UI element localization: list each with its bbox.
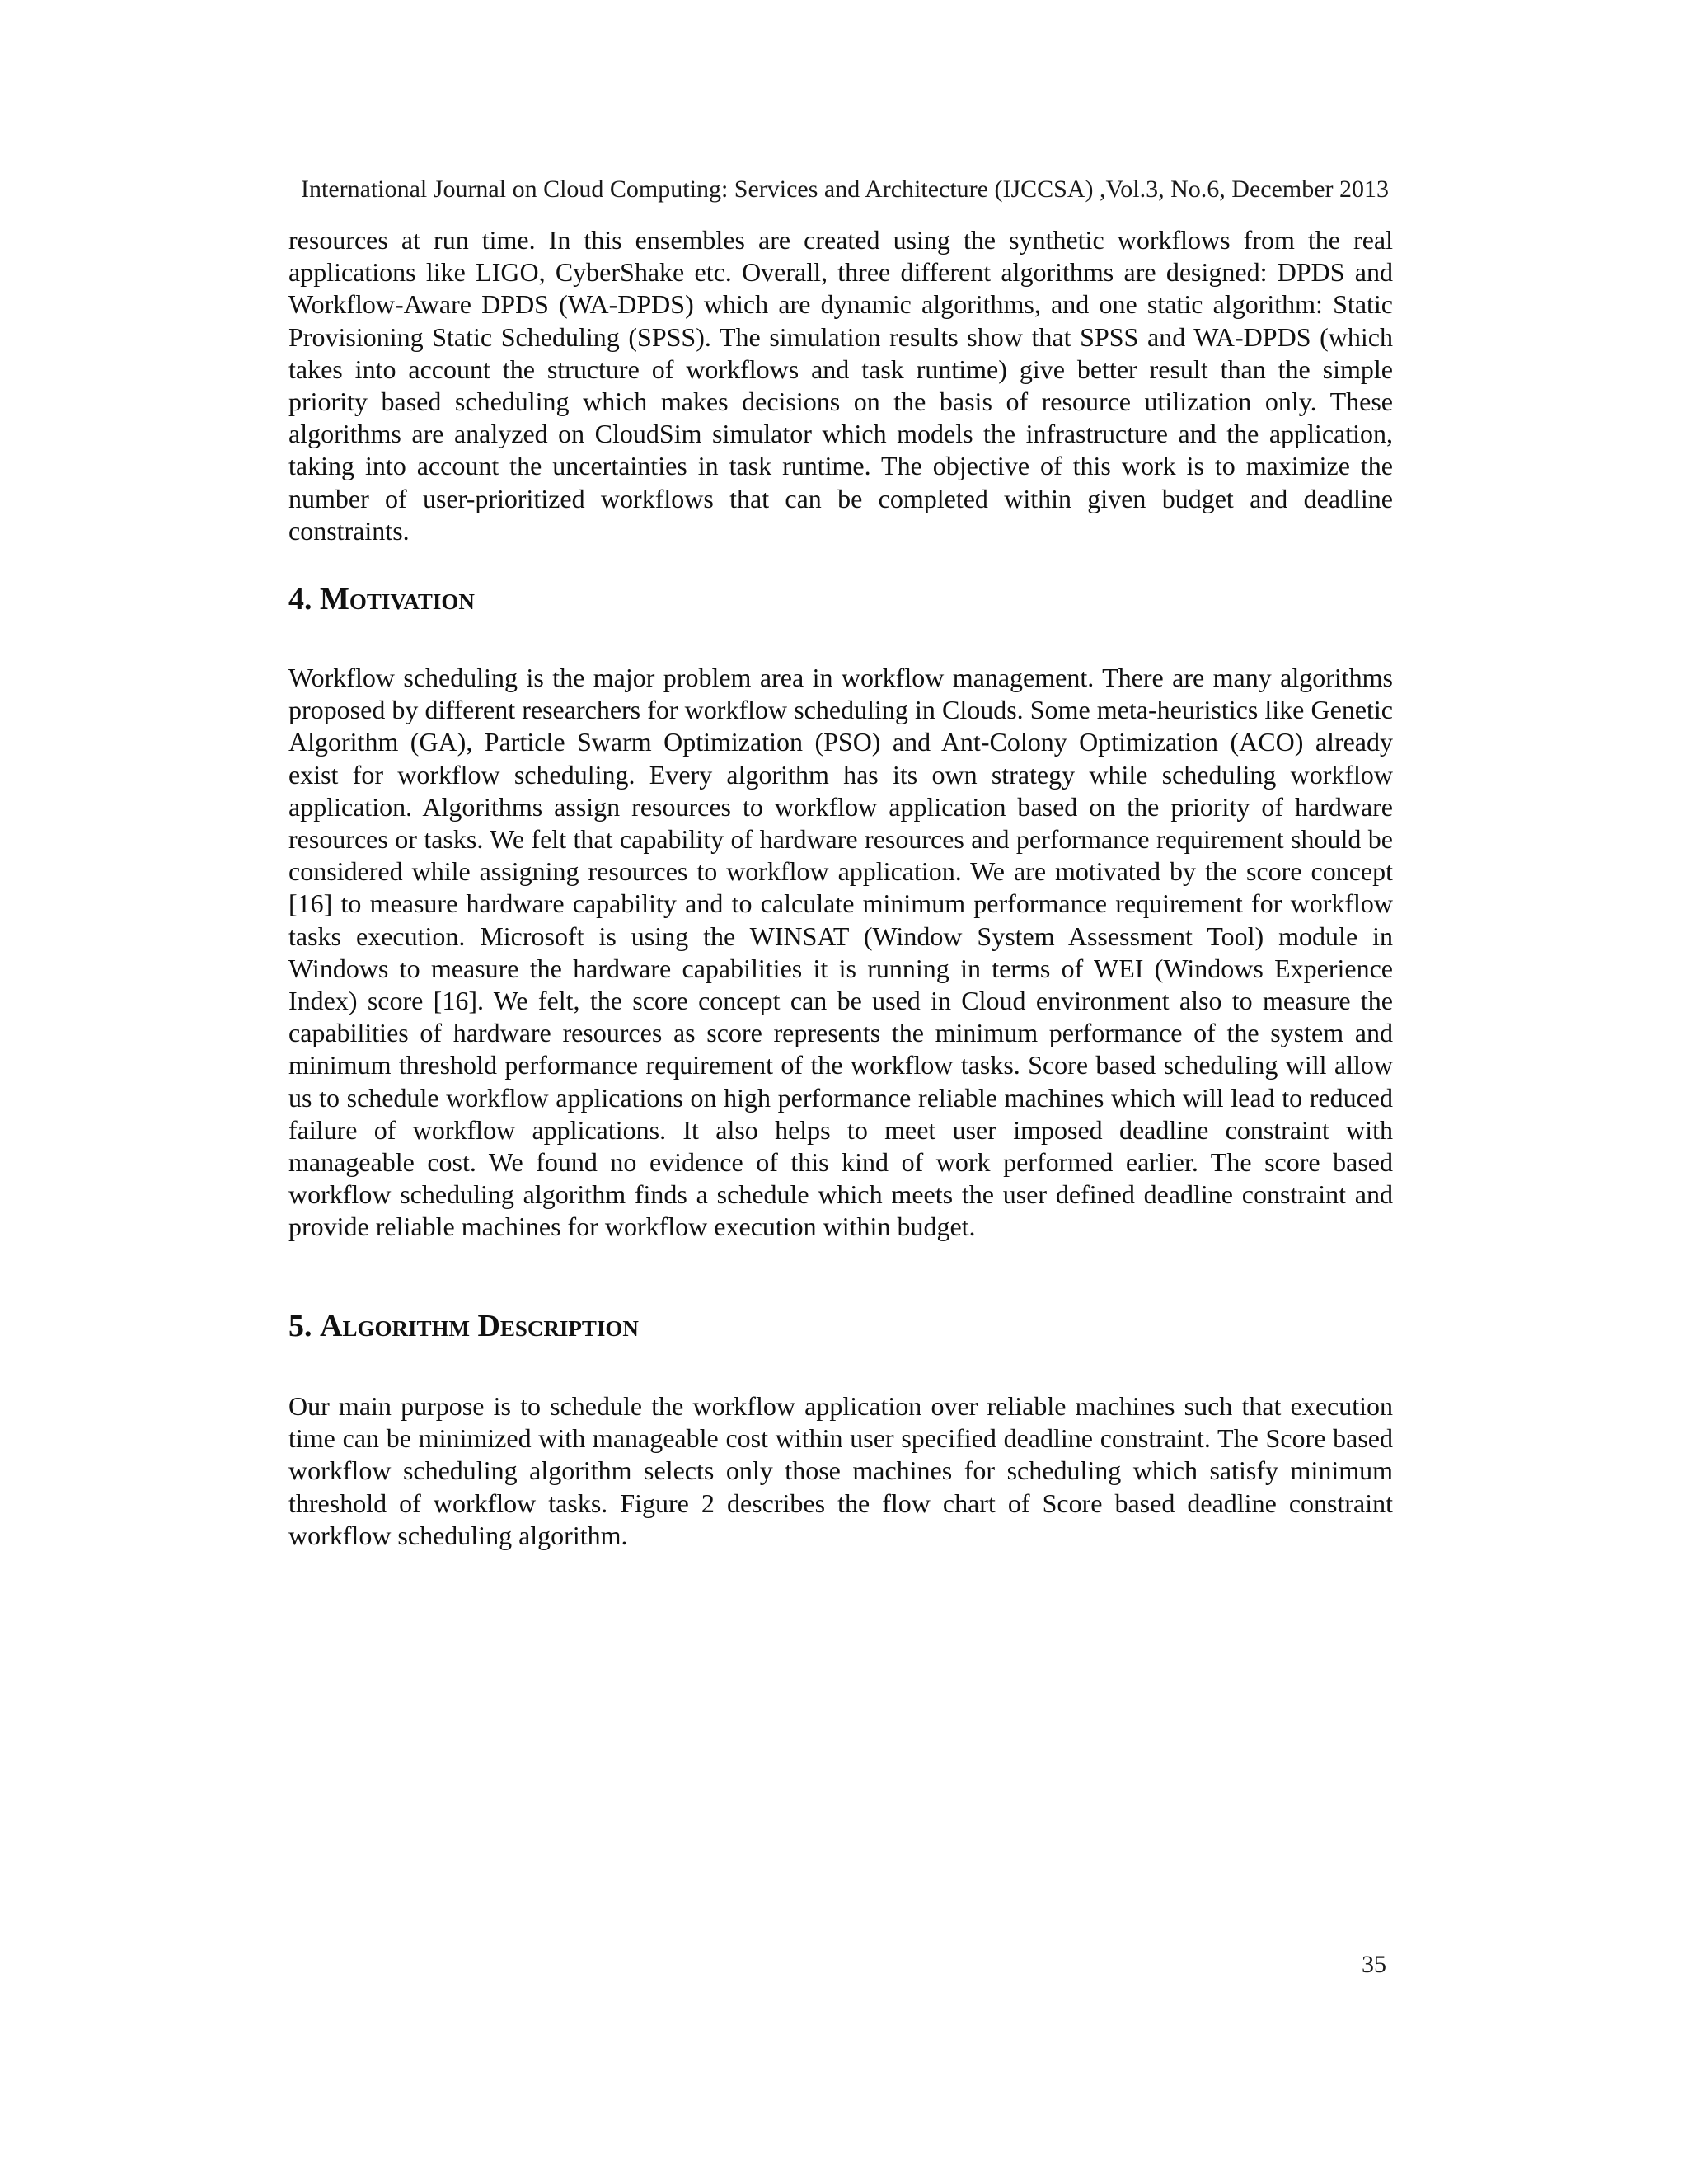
section-title: Algorithm Description xyxy=(320,1309,639,1343)
running-header: International Journal on Cloud Computing: Services and Architecture (IJCCSA) ,Vol.3, No.6, December 2013 xyxy=(301,176,1390,203)
body-paragraph-continuation: resources at run time. In this ensembles are created using the synthetic workflows from the real applications like LIGO, CyberShake etc. Overall, three different algorithms are designed: DPDS and Workflow-Aware DPDS (WA-DPDS) which are dynamic algorithms, and one static algorithm: Static Provisioning Static Scheduling (SPSS). The simulation results show that SPSS and WA-DPDS (which takes into account the structure of workflows and task runtime) give better result than the simple priority based scheduling which makes decisions on the basis of resource utilization only. These algorithms are analyzed on CloudSim simulator which models the infrastructure and the application, taking into account the uncertainties in task runtime. The objective of this work is to maximize the number of user-prioritized workflows that can be completed within given budget and deadline constraints. xyxy=(288,225,1393,546)
section-heading-motivation xyxy=(288,581,475,617)
page-number: 35 xyxy=(1362,1951,1386,1978)
section-number: 4. xyxy=(288,582,312,616)
body-paragraph-algorithm-description: Our main purpose is to schedule the workflow application over reliable machines such that execution time can be minimized with manageable cost within user specified deadline constraint. The Score based workflow scheduling algorithm selects only those machines for scheduling which satisfy minimum threshold of workflow tasks. Figure 2 describes the flow chart of Score based deadline constraint workflow scheduling algorithm. xyxy=(288,1391,1393,1550)
section-title: Motivation xyxy=(320,582,475,616)
section-heading-algorithm-description xyxy=(288,1308,639,1344)
body-paragraph-motivation: Workflow scheduling is the major problem area in workflow management. There are many algorithms proposed by different researchers for workflow scheduling in Clouds. Some meta-heuristics like Genetic Algorithm (GA), Particle Swarm Optimization (PSO) and Ant-Colony Optimization (ACO) already exist for workflow scheduling. Every algorithm has its own strategy while scheduling workflow application. Algorithms assign resources to workflow application based on the priority of hardware resources or tasks. We felt that capability of hardware resources and performance requirement should be considered while assigning resources to workflow application. We are motivated by the score concept [16] to measure hardware capability and to calculate minimum performance requirement for workflow tasks execution. Microsoft is using the WINSAT (Window System Assessment Tool) module in Windows to measure the hardware capabilities it is running in terms of WEI (Windows Experience Index) score [16]. We felt, the score concept can be used in Cloud environment also to measure the capabilities of hardware resources as score represents the minimum performance of the system and minimum threshold performance requirement of the workflow tasks. Score based scheduling will allow us to schedule workflow applications on high performance reliable machines which will lead to reduced failure of workflow applications. It also helps to meet user imposed deadline constraint with manageable cost. We found no evidence of this kind of work performed earlier. The score based workflow scheduling algorithm finds a schedule which meets the user defined deadline constraint and provide reliable machines for workflow execution within budget. xyxy=(288,663,1393,1242)
section-number: 5. xyxy=(288,1309,312,1343)
